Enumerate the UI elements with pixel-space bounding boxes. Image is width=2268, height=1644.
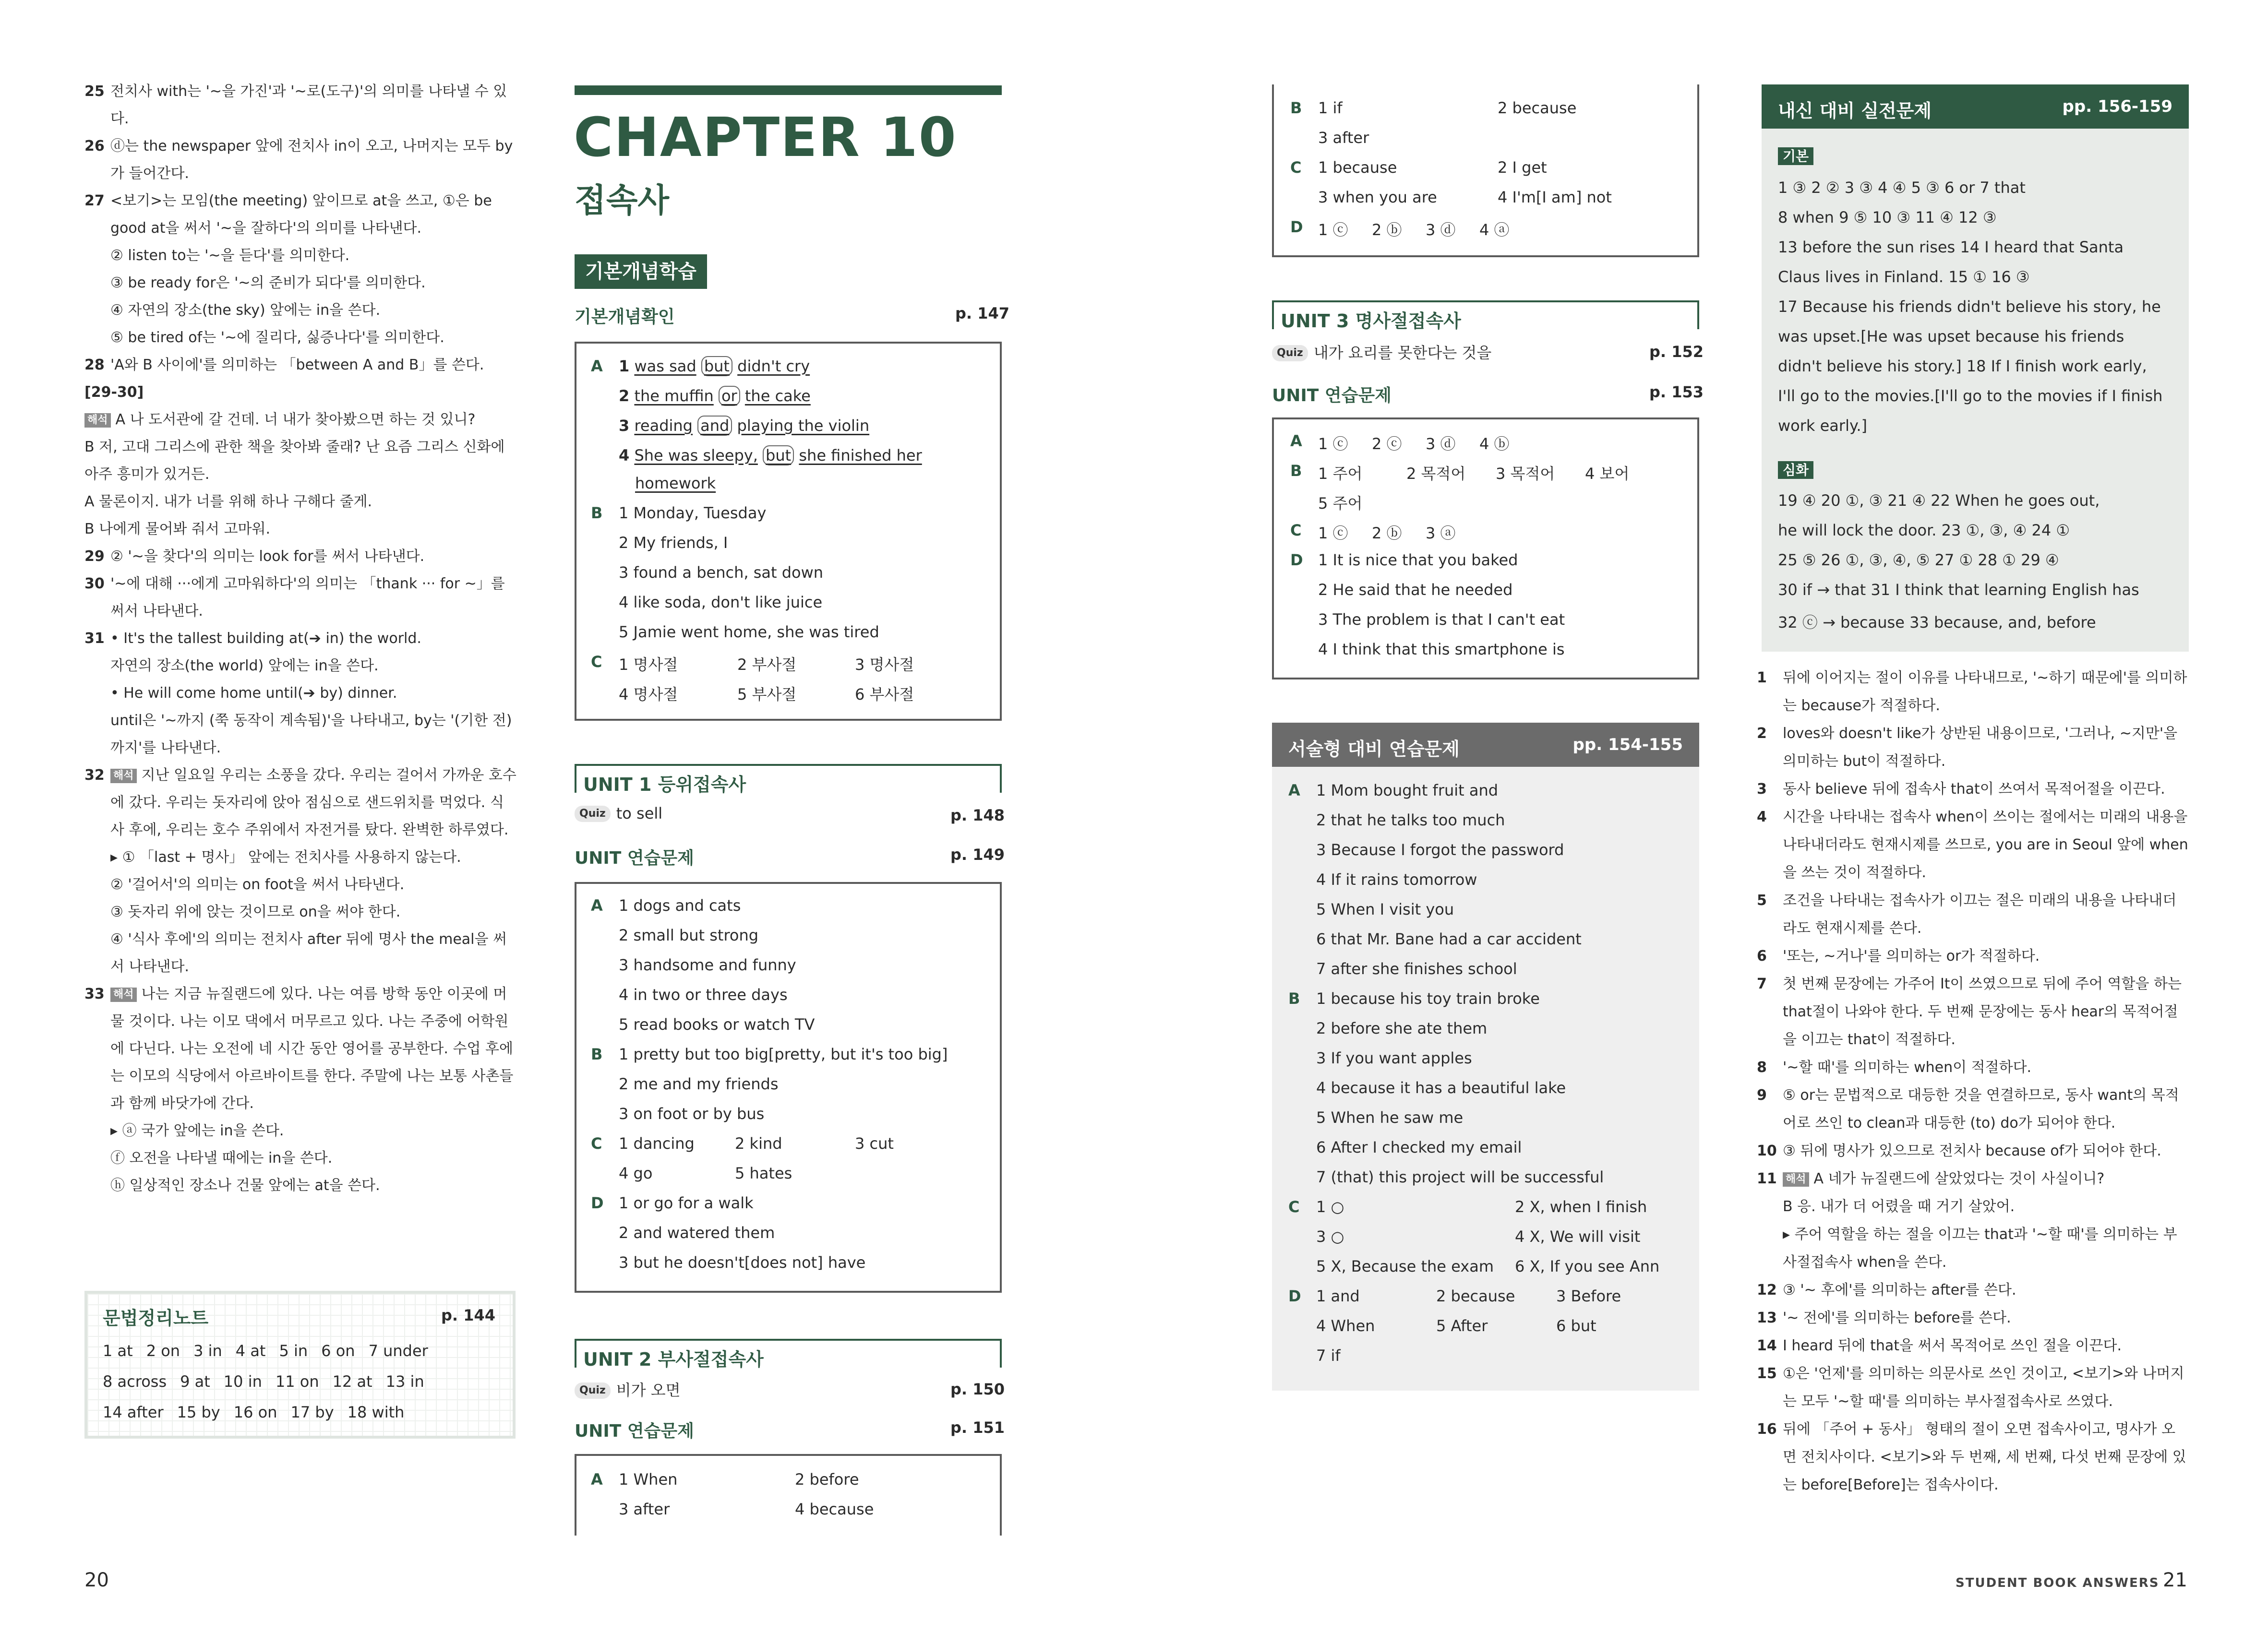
chapter-bar: [575, 85, 1002, 95]
unit3-quiz-page: p. 152: [1649, 343, 1704, 361]
quiz-badge: Quiz: [1272, 345, 1308, 361]
grammar-note-title: 문법정리노트: [103, 1308, 209, 1329]
chapter-subtitle: 접속사: [575, 182, 670, 220]
explanation-column-left: [84, 78, 516, 1199]
unit1-practice-title: UNIT 연습문제: [575, 848, 694, 868]
unit2-header: UNIT 2 부사절접속사: [575, 1339, 1002, 1368]
explanation-r11: 11 해석 A 네가 뉴질랜드에 살았었다는 것이 사실이니? B 응. 내가 더 어렸을 때 거기 살았어. ▸ 주어 역할을 하는 절을 이끄는 that과 '~할 때'를 의미하는 부사절접속사 when을 쓴다.: [1757, 1170, 2177, 1271]
unit2-quiz-page: p. 150: [950, 1380, 1005, 1398]
exam-practice-box: 기본 1 ③ 2 ② 3 ③ 4 ④ 5 ③ 6 or 7 that 8 when 9 ⑤ 10 ③ 11 ④ 12 ③ 13 before the sun rises 14 I heard that Santa Claus lives in Finland. 15 ① 16 ③ 17 Because his friends didn't believe his story, he was upset.[He was upset because his friends didn't believe his story.] 18 If I finish work early, I'll go to the movies.[I'll go to the movies if I finish work early.] 심화 19 ④ 20 ①, ③ 21 ④ 22 When he goes out, he will lock the door. 23 ①, ③, ④ 24 ① 25 ⑤ 26 ①, ③, ④, ⑤ 27 ① 28 ① 29 ④ 30 if → that 31 I think that learning English has 32 ⓒ → because 33 because, and, before: [1762, 129, 2189, 652]
basic-concept-badge: 기본개념학습: [575, 254, 707, 289]
explanation-r15: 15 ①은 '언제'를 의미하는 의문사로 쓰인 것이고, <보기>와 나머지는 모두 '~할 때'를 의미하는 부사절접속사로 쓰였다.: [1757, 1365, 2184, 1410]
basic-check-title: 기본개념확인: [575, 307, 675, 327]
unit3-practice-page: p. 153: [1649, 383, 1704, 401]
explanation-r9: 9 ⑤ or는 문법적으로 대등한 것을 연결하므로, 동사 want의 목적어로 쓰인 to clean과 대등한 (to) do가 되어야 한다.: [1757, 1087, 2179, 1132]
basic-answer-box: A 1 was sad but didn't cry 2 the muffin or the cake 3 reading and playing the violin 4 She was sleepy, but she finished her homework B 1 Monday, Tuesday 2 My friends, I 3 found a bench, sat down 4 like soda, don't like juice 5 Jamie went home, she was tired C 1 명사절 2 부사절 3 명사절 4 명사절 5 부사절 6 부사절: [575, 342, 1002, 721]
unit2-answer-box-continued: B 1 if 2 because 3 after C 1 because 2 I get 3 when you are 4 I'm[I am] not D 1 ⓒ 2 ⓑ 3 ⓓ 4 ⓐ: [1272, 84, 1699, 257]
unit1-practice-page: p. 149: [950, 846, 1005, 864]
grammar-note-row: 14 after 15 by 16 on 17 by 18 with: [103, 1403, 405, 1421]
translation-tag: 해석: [84, 413, 111, 428]
exam-practice-header: 내신 대비 실전문제 pp. 156-159: [1762, 84, 2189, 129]
grammar-note-row: 8 across 9 at 10 in 11 on 12 at 13 in: [103, 1372, 424, 1391]
quiz-badge: Quiz: [575, 1382, 611, 1399]
explanation-r1: 1 뒤에 이어지는 절이 이유를 나타내므로, '~하기 때문에'를 의미하는 because가 적절하다.: [1757, 669, 2187, 714]
explanation-r8: 8 '~할 때'를 의미하는 when이 적절하다.: [1757, 1059, 2032, 1076]
explanation-30: 30 '~에 대해 ···에게 고마워하다'의 의미는 「thank ··· for ~」를 써서 나타낸다.: [84, 575, 505, 619]
unit3-quiz: Quiz 내가 요리를 못한다는 것을: [1272, 341, 1491, 363]
writing-practice-header: 서술형 대비 연습문제 pp. 154-155: [1272, 723, 1699, 767]
explanation-r4: 4 시간을 나타내는 접속사 when이 쓰이는 절에서는 미래의 내용을 나타내더라도 현재시제를 쓰므로, you are in Seoul 앞에 when을 쓰는 것이 적절하다.: [1757, 809, 2188, 881]
explanation-r7: 7 첫 번째 문장에는 가주어 It이 쓰였으므로 뒤에 주어 역할을 하는 that절이 나와야 한다. 두 번째 문장에는 동사 hear의 목적어절을 이끄는 that이 적절하다.: [1757, 976, 2182, 1048]
footer-label: STUDENT BOOK ANSWERS: [1956, 1576, 2160, 1590]
basic-badge: 기본: [1778, 147, 1813, 165]
unit1-quiz: Quiz to sell: [575, 804, 662, 822]
chapter-title: CHAPTER 10: [574, 107, 957, 169]
explanation-27: 27 <보기>는 모임(the meeting) 앞이므로 at을 쓰고, ①은 be good at을 써서 '~을 잘하다'의 의미를 나타낸다. ② listen to는 '~을 듣다'를 의미한다. ③ be ready for은 '~의 준비가 되다'를 의미한다. ④ 자연의 장소(the sky) 앞에는 in을 쓴다. ⑤ be tired of는 '~에 질리다, 싫증나다'를 의미한다.: [84, 192, 492, 346]
dialog: 해석 A 나 도서관에 갈 건데. 너 내가 찾아봤으면 하는 것 있니? B 저, 고대 그리스에 관한 책을 찾아봐 줄래? 난 요즘 그리스 신화에 아주 흥미가 있거든. A 물론이지. 내가 너를 위해 하나 구해다 줄게. B 나에게 물어봐 줘서 고마워.: [84, 411, 505, 537]
unit2-practice-title: UNIT 연습문제: [575, 1421, 694, 1441]
advanced-badge: 심화: [1778, 461, 1813, 479]
page-number-right: 21: [2163, 1569, 2187, 1591]
grammar-note-box: [84, 1291, 516, 1439]
unit1-header: UNIT 1 등위접속사: [575, 764, 1002, 793]
unit2-quiz: Quiz 비가 오면: [575, 1378, 681, 1400]
explanation-33: 33 해석 나는 지금 뉴질랜드에 있다. 나는 여름 방학 동안 이곳에 머물 것이다. 나는 이모 댁에서 머무르고 있다. 나는 주중에 어학원에 다닌다. 나는 오전에 네 시간 동안 영어를 공부한다. 수업 후에는 이모의 식당에서 아르바이트를 한다. 주말에 나는 보통 사촌들과 함께 바닷가에 간다. ▸ ⓐ 국가 앞에는 in을 쓴다. ⓕ 오전을 나타낼 때에는 in을 쓴다. ⓗ 일상적인 장소나 건물 앞에는 at을 쓴다.: [84, 986, 514, 1194]
unit1-answer-box: A 1 dogs and cats 2 small but strong 3 handsome and funny 4 in two or three days 5 read books or watch TV B 1 pretty but too big[pretty, but it's too big] 2 me and my friends 3 on foot or by bus C 1 dancing 2 kind 3 cut 4 go 5 hates D 1 or go for a walk 2 and watered them 3 but he doesn't[does not] have: [575, 882, 1002, 1293]
explanation-r12: 12 ③ '~ 후에'를 의미하는 after를 쓴다.: [1757, 1282, 2016, 1299]
unit2-answer-box: A 1 When 2 before 3 after 4 because: [575, 1454, 1002, 1536]
writing-practice-box: A 1 Mom bought fruit and 2 that he talks too much 3 Because I forgot the password 4 If it rains tomorrow 5 When I visit you 6 that Mr. Bane had a car accident 7 after she finishes school B 1 because his toy train broke 2 before she ate them 3 If you want apples 4 because it has a beautiful lake 5 When he saw me 6 After I checked my email 7 (that) this project will be successful C 1 ○ 2 X, when I finish 3 ○ 4 X, We will visit 5 X, Because the exam 6 X, If you see Ann D 1 and 2 because 3 Before 4 When 5 After 6 but 7 if: [1272, 767, 1699, 1391]
explanation-r10: 10 ③ 뒤에 명사가 있으므로 전치사 because of가 되어야 한다.: [1757, 1143, 2161, 1159]
explanation-r5: 5 조건을 나타내는 접속사가 이끄는 절은 미래의 내용을 나타내더라도 현재시제를 쓴다.: [1757, 892, 2177, 937]
explanation-29: 29 ② '~을 찾다'의 의미는 look for를 써서 나타낸다.: [84, 548, 425, 565]
unit2-practice-page: p. 151: [950, 1418, 1005, 1437]
unit3-header: UNIT 3 명사절접속사: [1272, 300, 1699, 329]
explanation-r3: 3 동사 believe 뒤에 접속사 that이 쓰여서 목적어절을 이끈다.: [1757, 781, 2165, 798]
unit3-answer-box: A 1 ⓒ 2 ⓒ 3 ⓓ 4 ⓑ B 1 주어 2 목적어 3 목적어 4 보어 5 주어 C 1 ⓒ 2 ⓑ 3 ⓐ D 1 It is nice that you baked 2 He said that he needed 3 The problem is that I can't eat 4 I think that this smartphone is: [1272, 417, 1699, 679]
quiz-badge: Quiz: [575, 806, 611, 822]
explanation-32: 32 해석 지난 일요일 우리는 소풍을 갔다. 우리는 걸어서 가까운 호수에 갔다. 우리는 돗자리에 앉아 점심으로 샌드위치를 먹었다. 식사 후에, 우리는 호수 주위에서 자전거를 탔다. 완벽한 하루였다. ▸ ① 「last + 명사」 앞에는 전치사를 사용하지 않는다. ② '걸어서'의 의미는 on foot을 써서 나타낸다. ③ 돗자리 위에 앉는 것이므로 on을 써야 한다. ④ '식사 후에'의 의미는 전치사 after 뒤에 명사 the meal을 써서 나타낸다.: [84, 767, 516, 975]
group-29-30: [29-30]: [84, 384, 144, 401]
explanation-r6: 6 '또는, ~거나'를 의미하는 or가 적절하다.: [1757, 948, 2040, 965]
basic-check-page: p. 147: [955, 304, 1009, 322]
unit3-practice-title: UNIT 연습문제: [1272, 386, 1392, 405]
explanation-r14: 14 I heard 뒤에 that을 써서 목적어로 쓰인 절을 이끈다.: [1757, 1337, 2122, 1354]
explanation-25: 25 전치사 with는 '~을 가진'과 '~로(도구)'의 의미를 나타낼 수 있다.: [84, 83, 507, 127]
explanation-r13: 13 '~ 전에'를 의미하는 before를 쓴다.: [1757, 1310, 2011, 1326]
explanation-r2: 2 loves와 doesn't like가 상반된 내용이므로, '그러나, ~지만'을 의미하는 but이 적절하다.: [1757, 725, 2178, 770]
explanation-26: 26 ⓓ는 the newspaper 앞에 전치사 in이 오고, 나머지는 모두 by가 들어간다.: [84, 138, 513, 182]
grammar-note-row: 1 at 2 on 3 in 4 at 5 in 6 on 7 under: [103, 1342, 428, 1360]
explanation-28: 28 'A와 B 사이에'를 의미하는 「between A and B」를 쓴다.: [84, 357, 484, 373]
explanation-31: 31 • It's the tallest building at(➔ in) the world. 자연의 장소(the world) 앞에는 in을 쓴다. • He will come home until(➔ by) dinner. until은 '~까지 (쭉 동작이 계속됨)'을 나타내고, by는 '(기한 전)까지'를 나타낸다.: [84, 630, 512, 756]
grammar-note-page: p. 144: [441, 1306, 495, 1324]
explanation-r16: 16 뒤에 「주어 + 동사」 형태의 절이 오면 접속사이고, 명사가 오면 전치사이다. <보기>와 두 번째, 세 번째, 다섯 번째 문장에 있는 before[Before]는 접속사이다.: [1757, 1421, 2186, 1493]
unit1-quiz-page: p. 148: [950, 806, 1005, 824]
explanation-column-right: [1757, 664, 2189, 1499]
page-number-left: 20: [84, 1569, 109, 1591]
